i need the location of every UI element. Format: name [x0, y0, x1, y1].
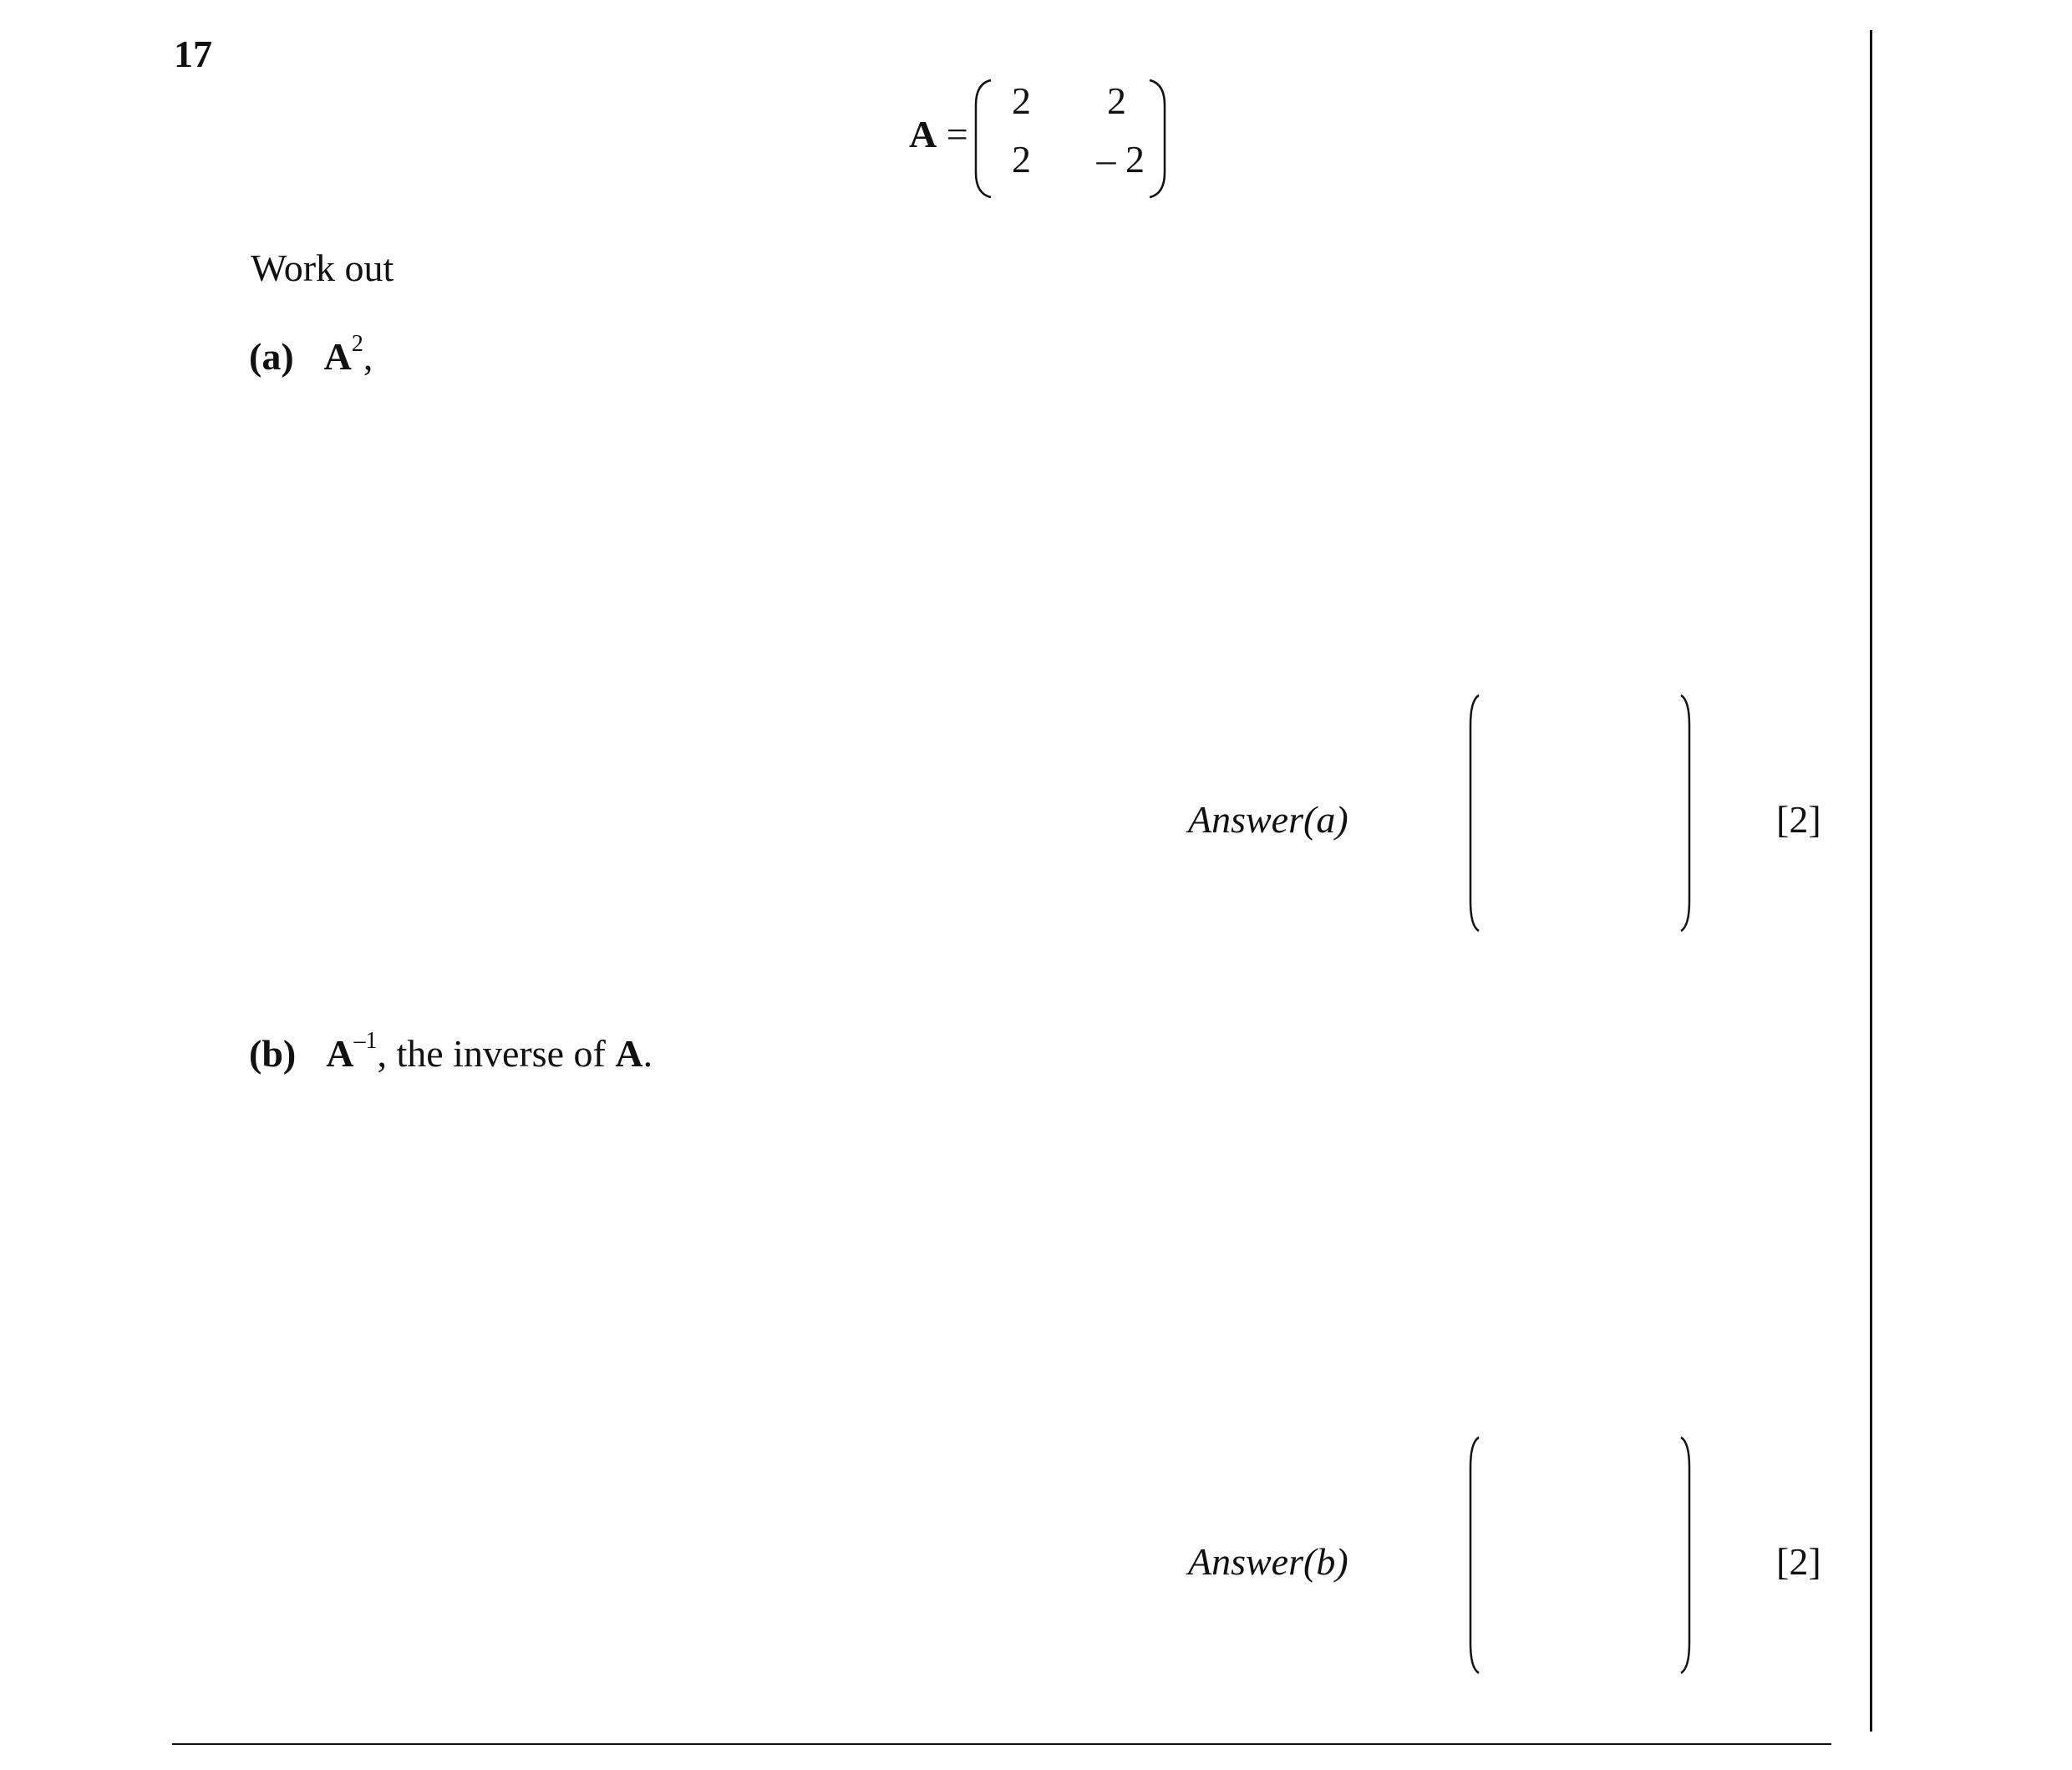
- answer-b-right-bracket: [1681, 1437, 1689, 1673]
- question-number: 17: [174, 33, 212, 75]
- instruction-text: Work out: [251, 247, 394, 289]
- part-b-tail: , the inverse of: [377, 1032, 616, 1075]
- matrix-cell-r2c1: 2: [1012, 138, 1031, 181]
- matrix-cell-r1c2: 2: [1107, 79, 1126, 122]
- answer-a-label: Answer(a): [1188, 798, 1348, 841]
- part-b-power: –1: [353, 1028, 378, 1054]
- part-b-matrix: A: [326, 1032, 354, 1075]
- matrix-definition: [902, 72, 1178, 206]
- matrix-right-paren: [1150, 80, 1165, 197]
- part-a-label: (a): [249, 335, 294, 378]
- part-b: [249, 1028, 653, 1076]
- answer-b-left-bracket: [1470, 1437, 1479, 1673]
- answer-a-marks: [2]: [1776, 798, 1821, 841]
- part-b-tail-matrix: A: [615, 1032, 643, 1075]
- part-a: [249, 331, 373, 379]
- answer-a-matrix-box[interactable]: [1460, 692, 1711, 934]
- part-b-end: .: [642, 1032, 653, 1075]
- equals-sign: =: [946, 113, 968, 155]
- answer-b-label: Answer(b): [1188, 1540, 1348, 1583]
- matrix-name: A: [909, 113, 937, 155]
- answer-b-matrix-box[interactable]: [1460, 1434, 1711, 1676]
- part-a-power: 2: [351, 331, 363, 357]
- part-a-tail: ,: [363, 335, 373, 378]
- matrix-cell-r2c2: – 2: [1096, 138, 1145, 181]
- margin-vertical-rule: [1870, 30, 1872, 1732]
- matrix-cell-r1c1: 2: [1012, 79, 1031, 122]
- part-b-label: (b): [249, 1032, 297, 1075]
- answer-b-brackets: [1460, 1434, 1711, 1676]
- part-a-matrix: A: [323, 335, 352, 378]
- answer-a-brackets: [1460, 692, 1711, 934]
- bottom-horizontal-rule: [172, 1743, 1831, 1745]
- answer-a-left-bracket: [1470, 695, 1479, 931]
- answer-b-marks: [2]: [1776, 1540, 1821, 1583]
- answer-a-right-bracket: [1681, 695, 1689, 931]
